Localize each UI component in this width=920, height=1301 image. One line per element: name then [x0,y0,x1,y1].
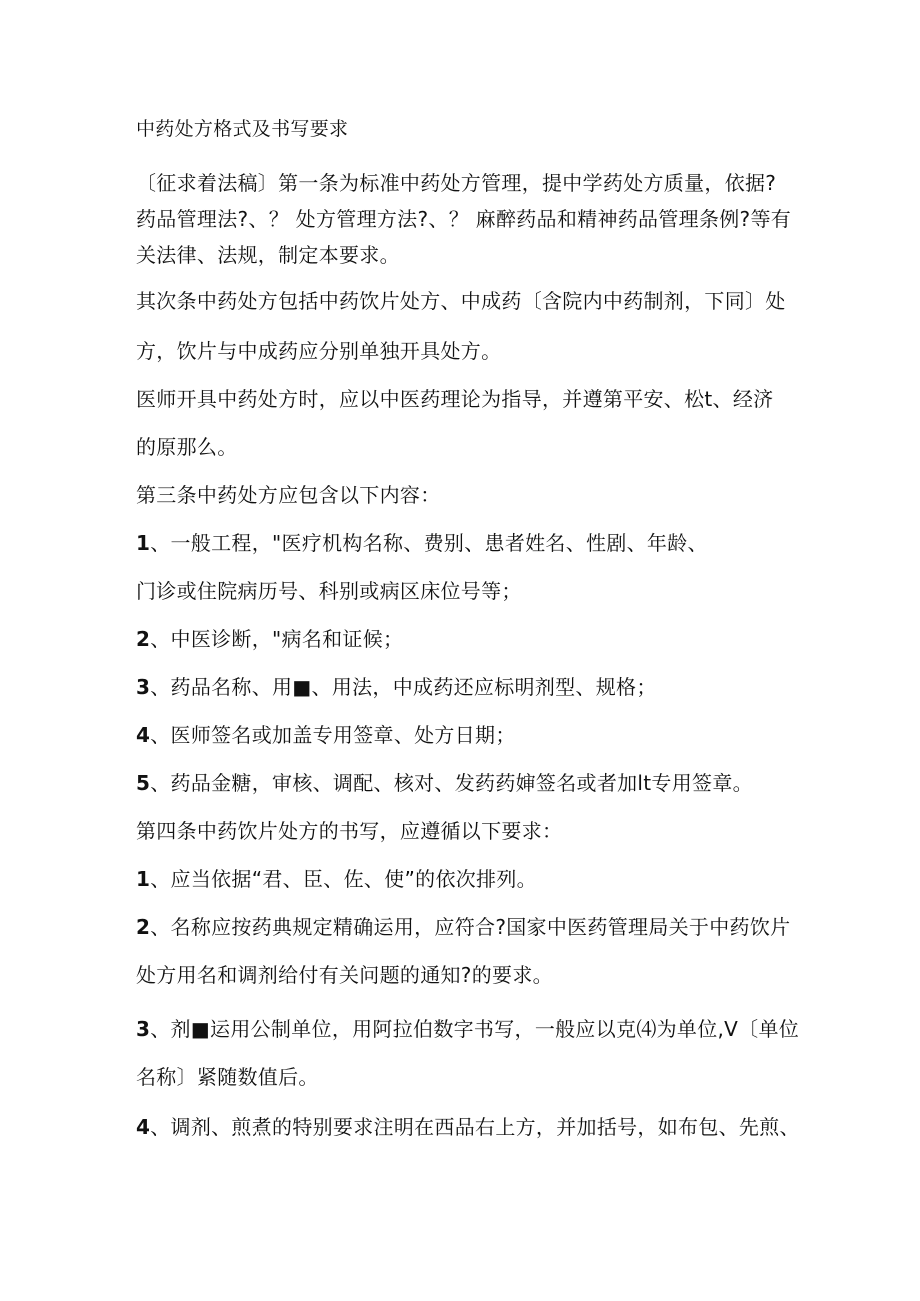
item-text: 、药品金糖，审核、调配、核对、发药药婶签名或者加lt专用签章。 [150,771,753,795]
item-text: 、调剂、煎煮的特别要求注明在西品右上方，并加括号，如布包、先煎、 [150,1115,800,1139]
text-line: 关法律、法规，制定本要求。 [136,243,400,267]
item-number: 3 [136,1017,151,1041]
list-item [136,722,516,748]
text-line: 方，饮片与中成药应分别单独开具处方。 [136,339,502,363]
item-text: 、应当依据“君、臣、佐、使”的依次排列。 [150,867,537,891]
text-line: 第四条中药饮片处方的书写，应遵循以下要求： [136,819,563,843]
list-item [136,1114,800,1140]
item-text: 、剂■运用公制单位，用阿拉伯数字书写，一般应以克⑷为单位,V〔单位 [150,1017,800,1041]
item-text: 、名称应按药典规定精确运用，应符合?国家中医药管理局关于中药饮片 [150,915,791,939]
list-item [136,1016,799,1042]
text-line: 医师开具中药处方时，应以中医药理论为指导，并遵第平安、松t、经济 [136,387,774,411]
item-number: 4 [136,723,151,747]
item-number: 1 [136,867,151,891]
text-line: 药品管理法?、？ 处方管理方法?、？ 麻醉药品和精神药品管理条例?等有 [136,207,792,231]
list-item [136,770,753,796]
text-line: 门诊或住院病历号、科别或病区床位号等； [136,579,522,603]
list-item [136,530,708,556]
item-number: 3 [136,675,151,699]
text-line: 第三条中药处方应包含以下内容： [136,483,441,507]
document-title: 中药处方格式及书写要求 [136,118,349,140]
text-line: 的原那么。 [136,435,238,459]
list-item [136,626,403,652]
text-line: 其次条中药处方包括中药饮片处方、中成药〔含院内中药制剂，下同〕处 [136,289,786,313]
text-line: 处方用名和调剂给付有关问题的通知?的要求。 [136,963,553,987]
item-text: 、医师签名或加盖专用签章、处方日期； [150,723,516,747]
text-line: 〔征求着法稿〕第一条为标准中药处方管理，提中学药处方质量，依据? [136,171,777,195]
item-number: 2 [136,915,151,939]
text-line: 名称〕紧随数值后。 [136,1065,319,1089]
item-text: 、中医诊断，"病名和证候； [150,627,404,651]
list-item [136,866,537,892]
item-number: 1 [136,531,151,555]
item-text: 、一般工程，"医疗机构名称、费别、患者姓名、性剧、年龄、 [150,531,708,555]
list-item [136,914,790,940]
item-number: 4 [136,1115,151,1139]
list-item [136,674,657,700]
item-number: 5 [136,771,151,795]
item-number: 2 [136,627,151,651]
item-text: 、药品名称、用■、用法，中成药还应标明剂型、规格； [150,675,657,699]
